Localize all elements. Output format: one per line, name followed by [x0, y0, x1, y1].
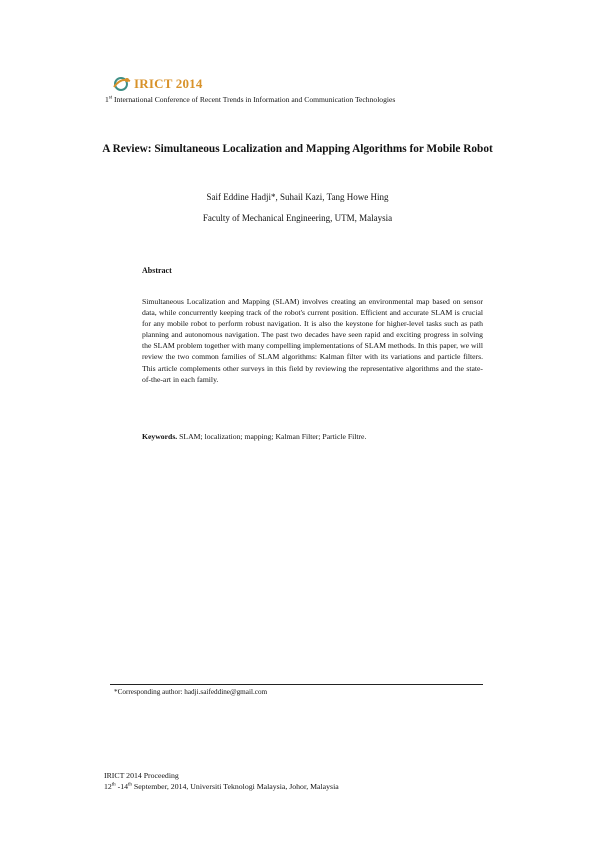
paper-authors: Saif Eddine Hadji*, Suhail Kazi, Tang Howe Hing: [206, 192, 389, 202]
footer-date-location: September, 2014, Universiti Teknologi Malaysia, Johor, Malaysia: [131, 782, 339, 791]
proceeding-footer: IRICT 2014 Proceeding: [104, 771, 179, 780]
paper-affiliation: Faculty of Mechanical Engineering, UTM, Malaysia: [202, 213, 393, 223]
footer-day-end-suffix: th: [128, 782, 132, 788]
logo-emblem-icon: [112, 75, 132, 93]
logo-text: IRICT 2014: [134, 76, 203, 91]
footer-day-start: 12: [104, 782, 112, 791]
conference-ordinal-suffix: st: [108, 95, 113, 101]
conference-logo: [112, 74, 203, 94]
keywords: [142, 432, 366, 441]
footer-day-sep: -14: [115, 782, 129, 791]
abstract-heading: Abstract: [142, 266, 172, 275]
conference-name: International Conference of Recent Trends in Information and Communication Technologies: [114, 95, 396, 104]
footer-day-start-suffix: th: [111, 782, 116, 788]
conference-header: [105, 95, 395, 104]
conference-ordinal: 1: [105, 95, 109, 104]
corresponding-author-footnote: *Corresponding author: hadji.saifeddine@gmail.com: [114, 688, 268, 696]
conference-date-footer: [104, 782, 339, 791]
abstract-body: Simultaneous Localization and Mapping (SLAM) involves creating an environmental map based on sensor data, while concurrently keeping track of the robot's current position. Efficient and accurate SLAM is crucial for any mobile robot to perform robust navigation. It is also the keystone for higher-level tasks such as path planning and autonomous navigation. The past two decades have seen rapid and exciting progress in solving the SLAM problem together with many compelling implementations of SLAM methods. In this paper, we will review the two common families of SLAM algorithms: Kalman filter with its variations and particle filters. This article complements other surveys in this field by reviewing the representative algorithms and the state-of-the-art in each family.: [142, 297, 483, 384]
paper-title: A Review: Simultaneous Localization and Mapping Algorithms for Mobile Robot: [102, 143, 493, 155]
keywords-label: Keywords.: [142, 432, 178, 441]
keywords-list: SLAM; localization; mapping; Kalman Filter; Particle Filtre.: [179, 432, 367, 441]
footnote-rule: [110, 684, 483, 685]
